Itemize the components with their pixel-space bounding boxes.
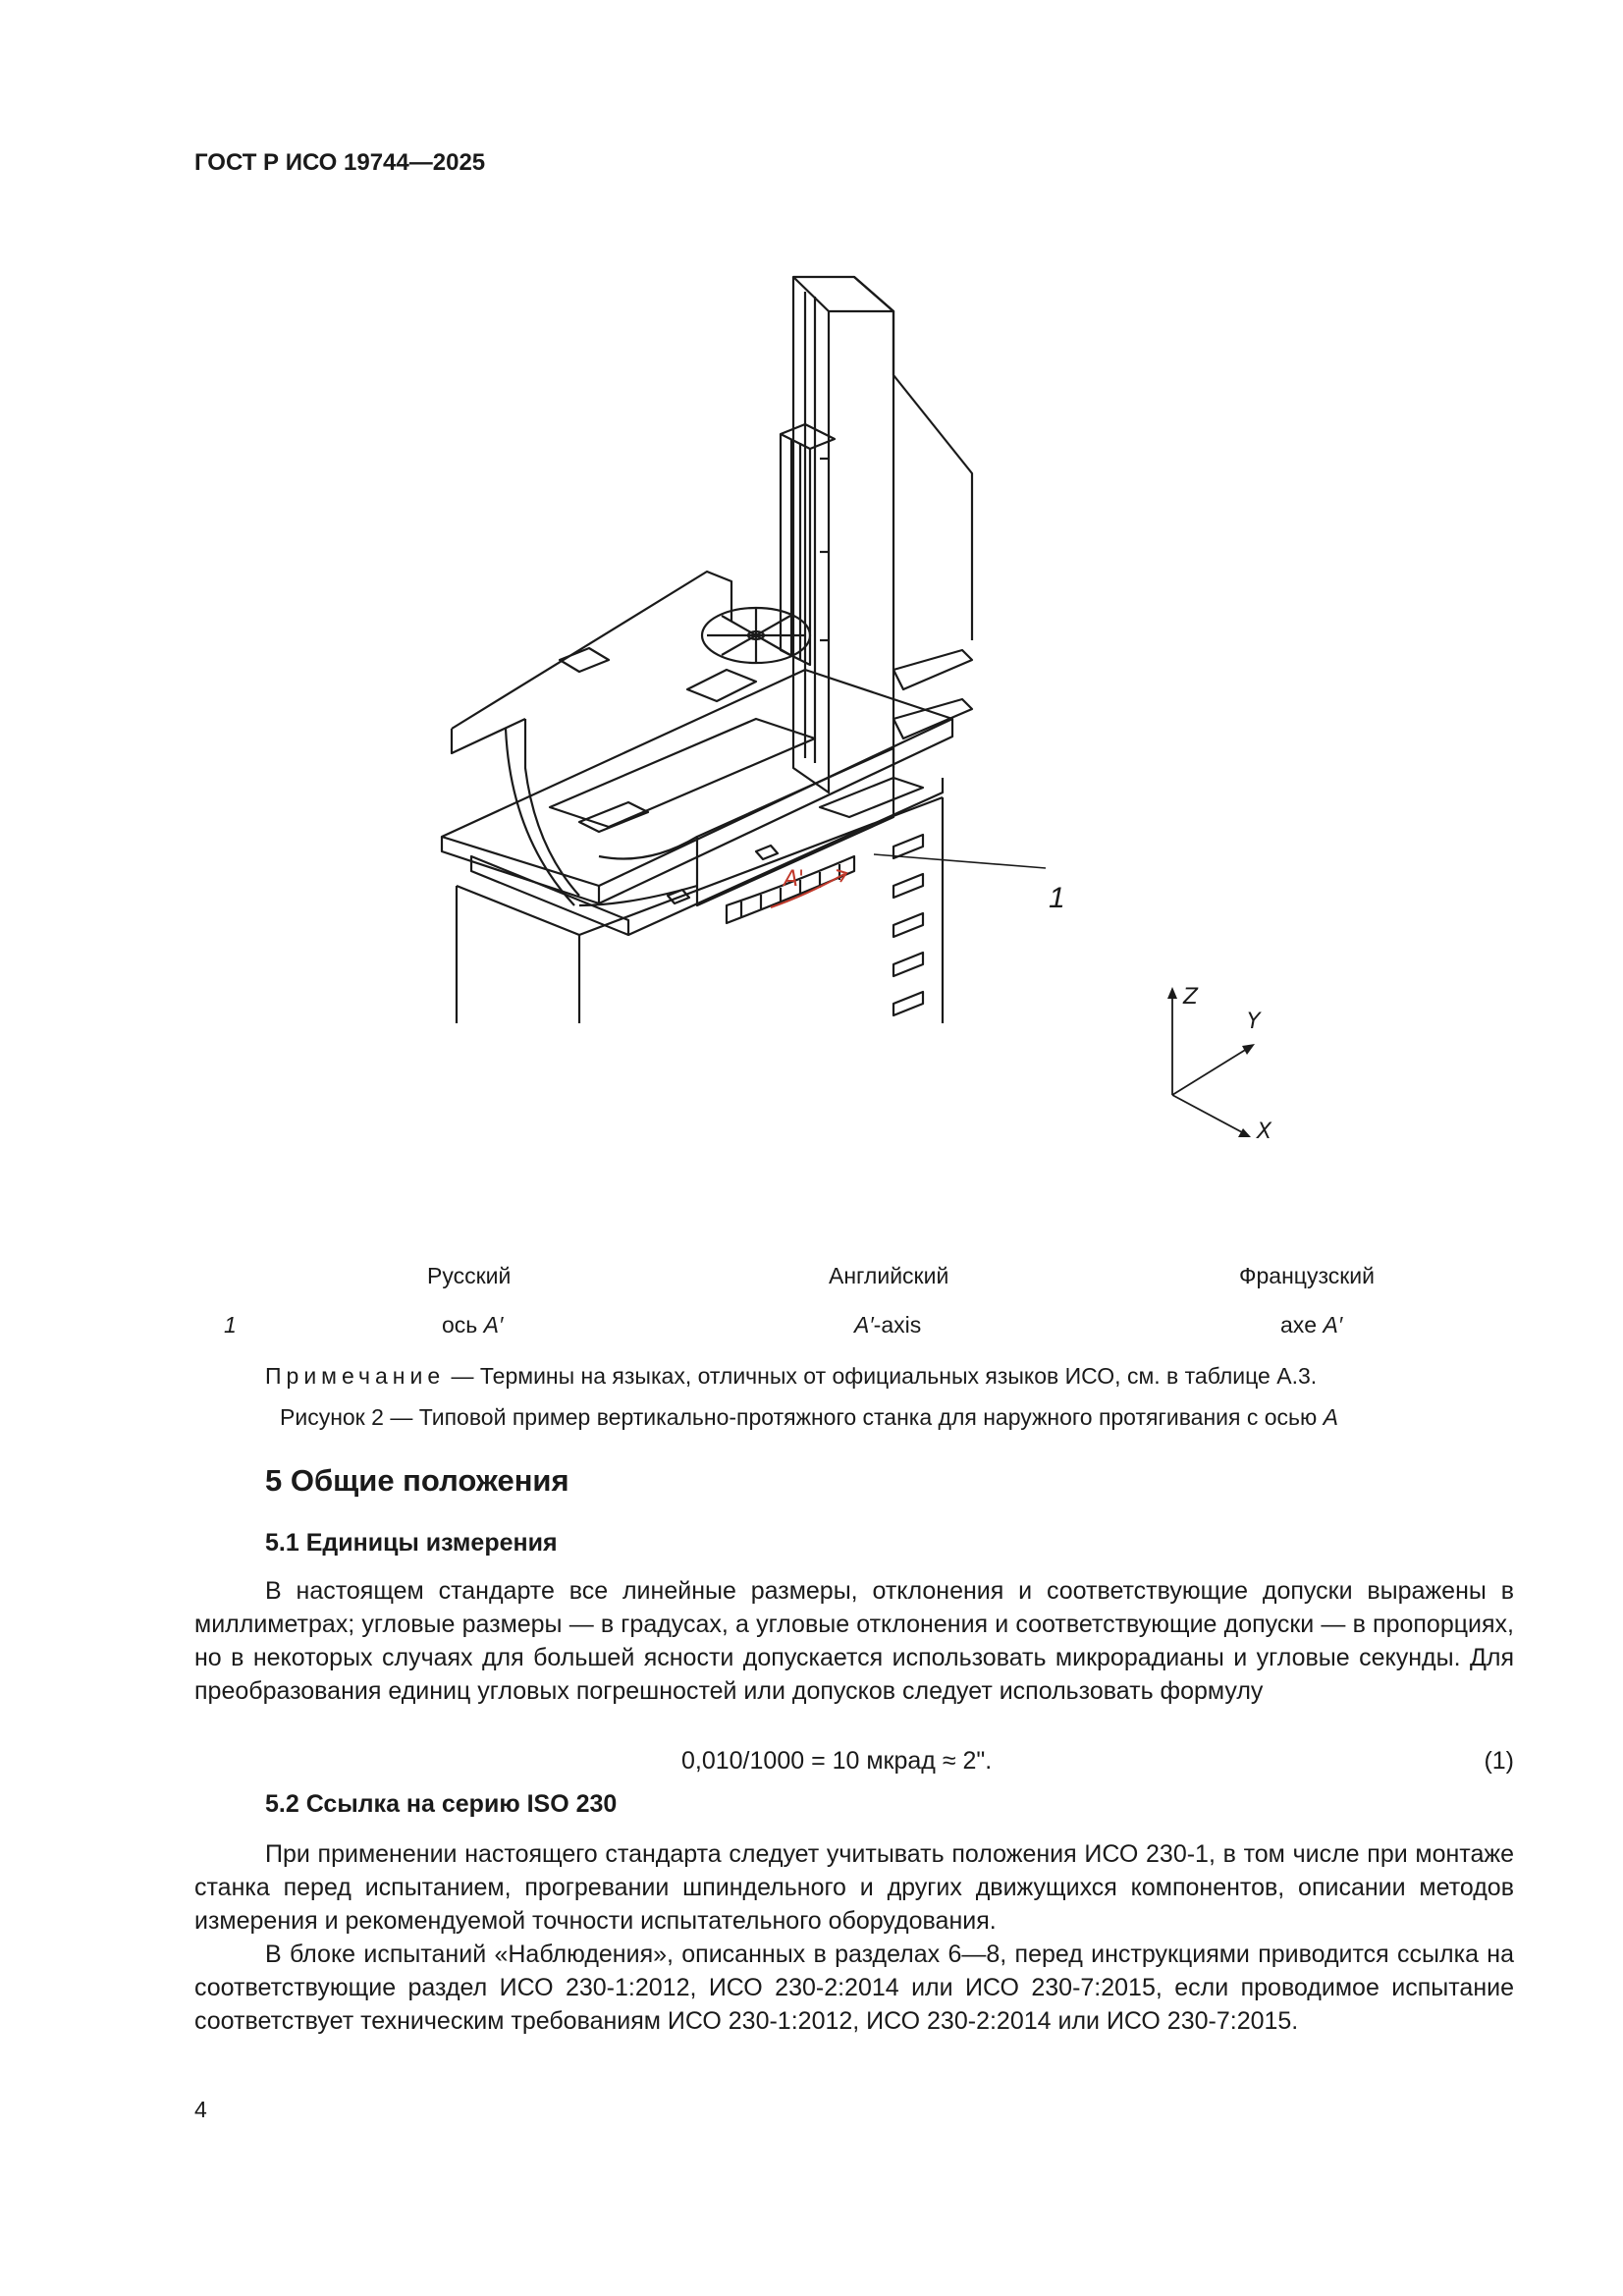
section-5-1-paragraph: В настоящем стандарте все линейные размеры, отклонения и соответствующие допуски выражены в миллиметрах; угловые размеры — в градусах, а угловые отклонения и соответствующие допуски — в пропорциях, но в некоторых случаях для большей ясности допускается использовать микрорадианы и угловые секунды. Для преобразования единиц угловых погрешностей или допусков следует использовать формулу bbox=[194, 1577, 1514, 1705]
axis-x-label: X bbox=[1257, 1120, 1272, 1144]
formula-1: 0,010/1000 = 10 мкрад ≈ 2". bbox=[681, 1747, 993, 1775]
section-5-2-paragraph-2: В блоке испытаний «Наблюдения», описанных в разделах 6—8, перед инструкциями приводится ссылка на соответствующие раздел ИСО 230-1:2012, ИСО 230-2:2014 или ИСО 230-7:2015, если проводимое испытание соответствует техническим требованиям ИСО 230-1:2012, ИСО 230-2:2014 или ИСО 230-7:2015. bbox=[194, 1941, 1514, 2035]
equation-number: (1) bbox=[1484, 1747, 1514, 1775]
coordinate-axes bbox=[1149, 977, 1286, 1144]
axis-a-label: A' bbox=[784, 867, 805, 892]
term-row-key: 1 bbox=[224, 1312, 237, 1338]
term-ru: ось A′ bbox=[442, 1312, 504, 1338]
term-fr: axe A′ bbox=[1280, 1312, 1343, 1338]
section-5-2-paragraph-1: При применении настоящего стандарта следует учитывать положения ИСО 230-1, в том числе при монтаже станка перед испытанием, прогревании шпиндельного и других движущихся компонентов, описании методов измерения и рекомендуемой точности испытательного оборудования. bbox=[194, 1840, 1514, 1935]
term-en: A′-axis bbox=[854, 1312, 922, 1338]
term-header-ru: Русский bbox=[427, 1263, 512, 1288]
machine-drawing bbox=[432, 257, 1060, 1023]
axis-z-label: Z bbox=[1183, 985, 1199, 1010]
figure-note: Примечание — Термины на языках, отличных от официальных языков ИСО, см. в таблице А.3. bbox=[265, 1363, 1318, 1389]
figure-caption: Рисунок 2 — Типовой пример вертикально-протяжного станка для наружного протягивания с осью A bbox=[280, 1404, 1338, 1430]
axis-y-label: Y bbox=[1247, 1010, 1261, 1034]
term-header-fr: Французский bbox=[1239, 1263, 1375, 1288]
term-header-en: Английский bbox=[829, 1263, 949, 1288]
section-5-heading: 5 Общие положения bbox=[265, 1463, 569, 1498]
document-header: ГОСТ Р ИСО 19744—2025 bbox=[194, 149, 486, 176]
callout-label-1: 1 bbox=[1049, 882, 1065, 914]
section-5-1-heading: 5.1 Единицы измерения bbox=[265, 1529, 558, 1557]
page-number: 4 bbox=[194, 2097, 207, 2122]
section-5-2-heading: 5.2 Ссылка на серию ISO 230 bbox=[265, 1790, 618, 1818]
